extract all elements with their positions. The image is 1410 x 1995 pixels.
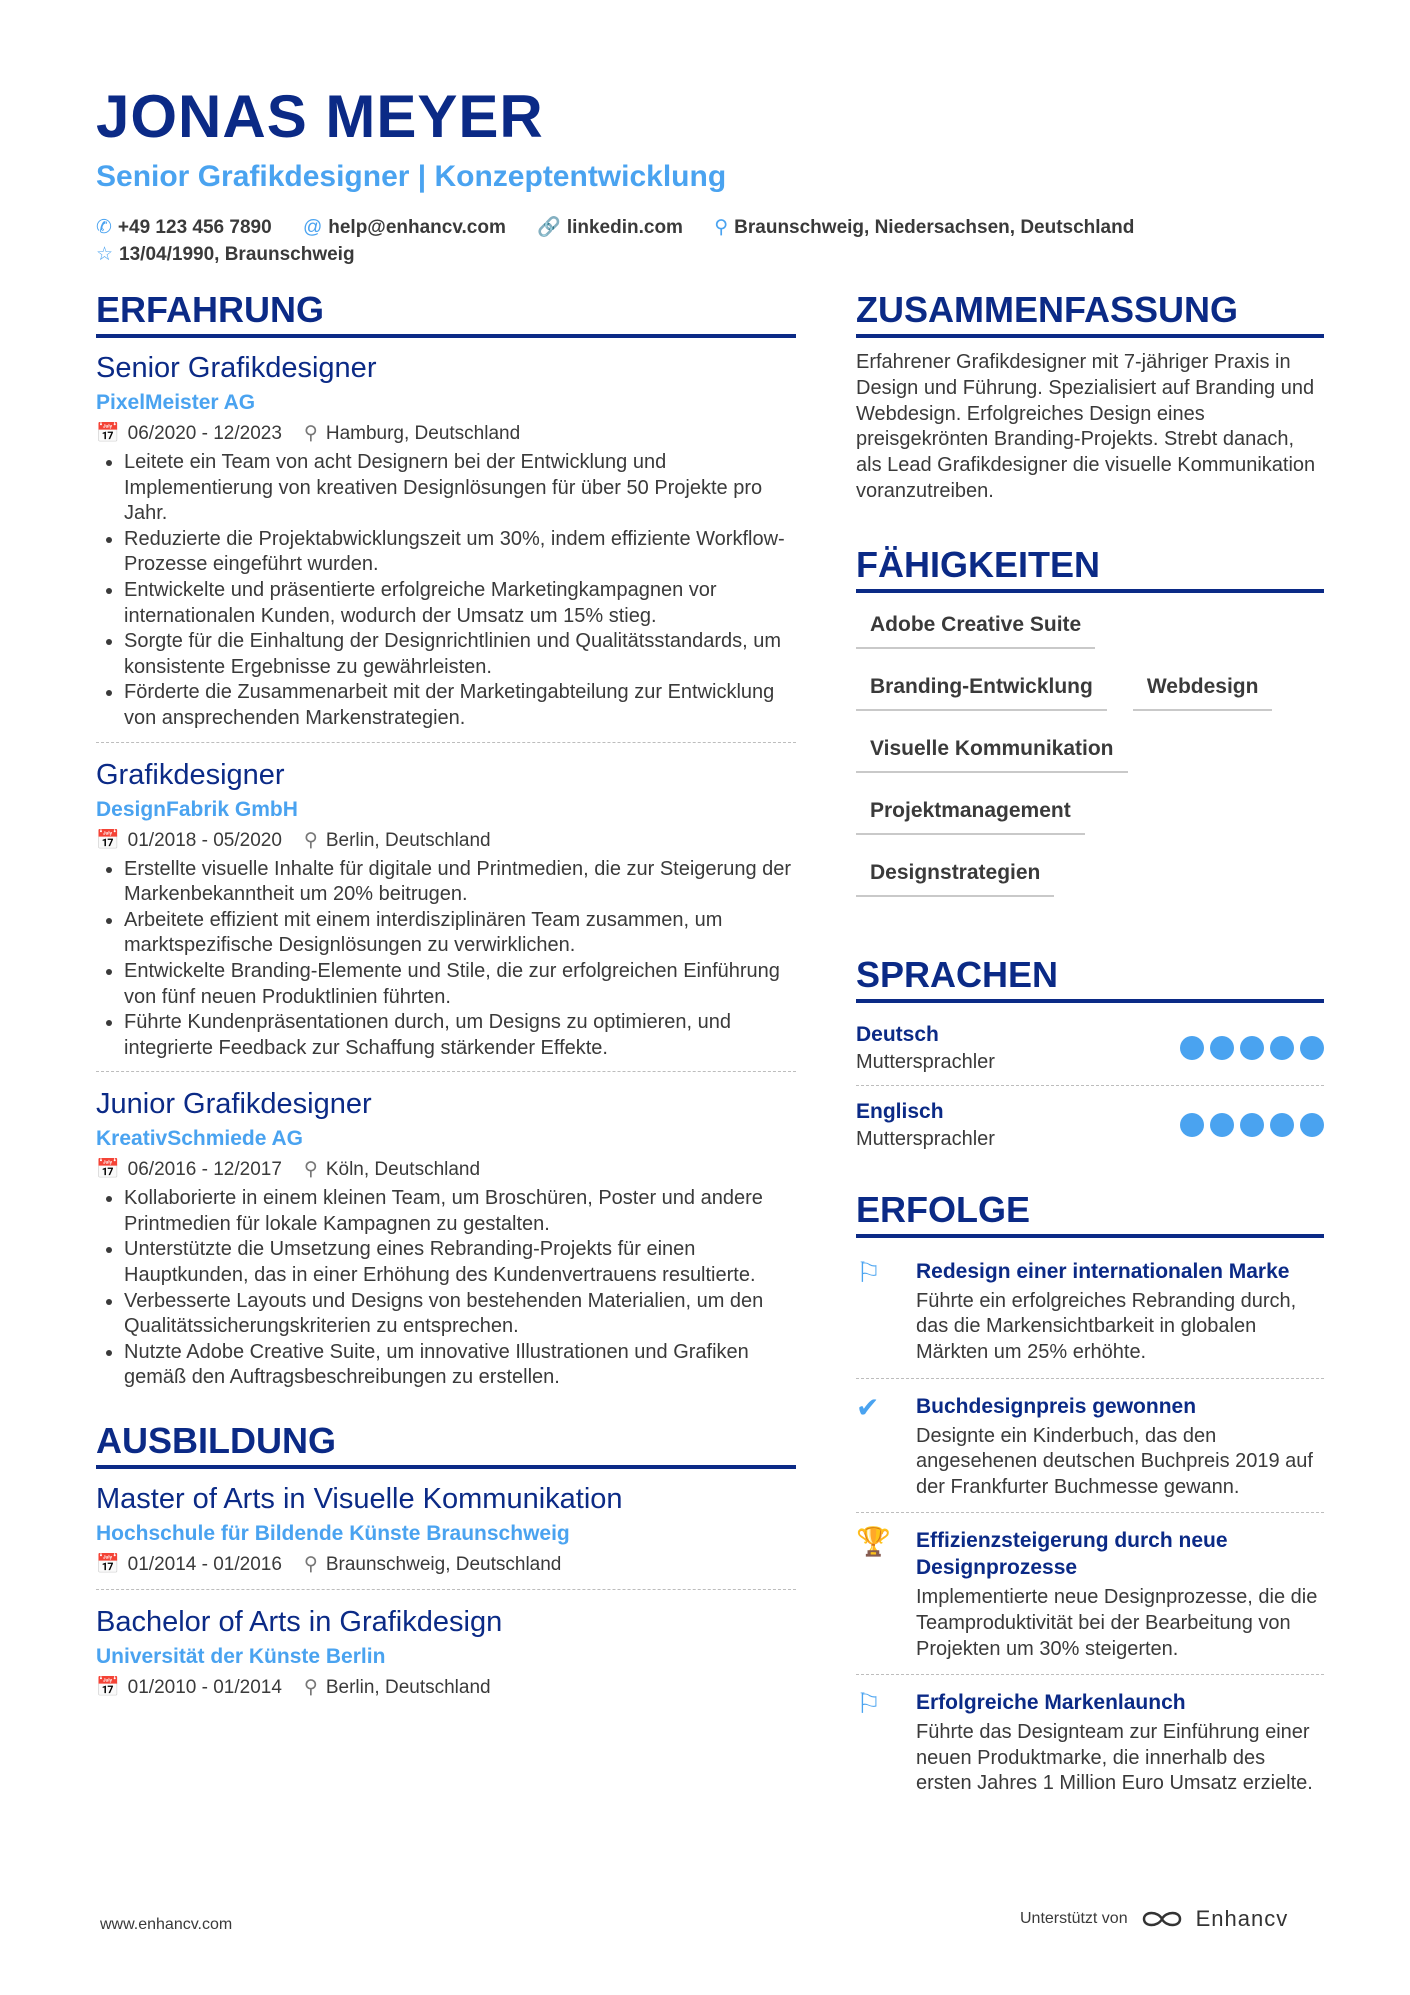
left-column bbox=[96, 288, 796, 1726]
skill-tag: Visuelle Kommunikation bbox=[856, 729, 1128, 773]
job-dates: 01/2018 - 05/2020 bbox=[127, 829, 282, 851]
company-name: PixelMeister AG bbox=[96, 391, 256, 414]
email-text: help@enhancv.com bbox=[328, 217, 506, 238]
bullet: • Arbeitete effizient mit einem interdisziplinären Team zusammen, um marktspezifische Designlösungen zu verwirklichen. bbox=[124, 908, 796, 959]
bullet: • Reduzierte die Projektabwicklungszeit um 30%, indem effiziente Workflow-Prozesse eingeführt wurden. bbox=[124, 527, 796, 578]
location-pin-icon: ⚲ bbox=[303, 1159, 318, 1181]
link-icon: 🔗 bbox=[537, 217, 561, 238]
bullet: • Entwickelte Branding-Elemente und Stile, die zur erfolgreichen Einführung von fünf neuen Produktlinien führten. bbox=[124, 959, 796, 1010]
section-title-experience: ERFAHRUNG bbox=[96, 288, 796, 338]
achievement-desc: Designte ein Kinderbuch, das den angesehenen deutschen Buchpreis 2019 auf der Frankfurter Buchmesse gewann. bbox=[916, 1424, 1313, 1498]
job-location: Berlin, Deutschland bbox=[325, 829, 491, 851]
location-text: Braunschweig, Niedersachsen, Deutschland bbox=[734, 217, 1135, 238]
job-location: Köln, Deutschland bbox=[325, 1159, 481, 1181]
at-icon: @ bbox=[302, 217, 323, 238]
footer-website[interactable]: www.enhancv.com bbox=[100, 1916, 233, 1933]
flag-icon: ⚐ bbox=[856, 1688, 882, 1720]
language-level: Muttersprachler bbox=[856, 1050, 995, 1073]
achievement-title: Erfolgreiche Markenlaunch bbox=[916, 1691, 1186, 1715]
job-bullets bbox=[96, 1186, 796, 1391]
experience-item bbox=[96, 757, 796, 1073]
degree: Master of Arts in Visuelle Kommunikation bbox=[96, 1483, 623, 1516]
achievement-desc: Führte ein erfolgreiches Rebranding durch, das die Markensichtbarkeit in globalen Märkten um 25% erhöhte. bbox=[916, 1289, 1297, 1363]
bullet: • Leitete ein Team von acht Designern bei der Entwicklung und Implementierung von kreativen Designlösungen für über 50 Projekte pro Jahr. bbox=[124, 450, 796, 527]
job-bullets bbox=[96, 857, 796, 1062]
skill-tag: Webdesign bbox=[1133, 667, 1273, 711]
bullet: • Förderte die Zusammenarbeit mit der Marketingabteilung zur Entwicklung von ansprechenden Markenstrategien. bbox=[124, 680, 796, 731]
phone-icon: ✆ bbox=[96, 217, 112, 238]
birth-text: 13/04/1990, Braunschweig bbox=[119, 244, 355, 265]
calendar-icon: 📅 bbox=[96, 1554, 120, 1576]
bullet: • Entwickelte und präsentierte erfolgreiche Marketingkampagnen vor internationalen Kunden, wodurch der Umsatz um 15% stieg. bbox=[124, 578, 796, 629]
linkedin-text: linkedin.com bbox=[566, 217, 683, 238]
language-item bbox=[856, 1015, 1324, 1086]
language-name: Deutsch bbox=[856, 1022, 939, 1046]
candidate-title: Senior Grafikdesigner | Konzeptentwicklung bbox=[96, 160, 727, 193]
achievement-desc: Führte das Designteam zur Einführung einer neuen Produktmarke, die innerhalb des ersten Jahres 1 Million Euro Umsatz erzielte. bbox=[916, 1721, 1313, 1795]
achievement-item bbox=[856, 1681, 1324, 1809]
education-location: Berlin, Deutschland bbox=[325, 1677, 491, 1699]
achievement-title: Buchdesignpreis gewonnen bbox=[916, 1394, 1197, 1418]
experience-item bbox=[96, 1086, 796, 1401]
achievement-desc: Implementierte neue Designprozesse, die die Teamproduktivität bei der Bearbeitung von Projekten um 30% steigerten. bbox=[916, 1586, 1318, 1660]
section-title-summary: ZUSAMMENFASSUNG bbox=[856, 288, 1324, 338]
section-title-languages: SPRACHEN bbox=[856, 953, 1324, 1003]
job-meta bbox=[96, 1156, 796, 1184]
language-rating bbox=[1180, 1036, 1324, 1060]
linkedin[interactable] bbox=[537, 214, 683, 241]
section-title-skills: FÄHIGKEITEN bbox=[856, 543, 1324, 593]
degree: Bachelor of Arts in Grafikdesign bbox=[96, 1606, 503, 1639]
phone-text: +49 123 456 7890 bbox=[117, 217, 272, 238]
job-dates: 06/2016 - 12/2017 bbox=[127, 1159, 282, 1181]
phone bbox=[96, 214, 272, 241]
education-meta bbox=[96, 1674, 796, 1702]
skill-tag: Adobe Creative Suite bbox=[856, 605, 1095, 649]
achievement-item bbox=[856, 1519, 1324, 1675]
calendar-icon: 📅 bbox=[96, 423, 120, 444]
enhancv-logo-icon bbox=[1140, 1908, 1184, 1930]
skill-tag: Projektmanagement bbox=[856, 791, 1085, 835]
trophy-icon: 🏆 bbox=[856, 1526, 891, 1558]
job-meta bbox=[96, 420, 796, 448]
language-rating bbox=[1180, 1113, 1324, 1137]
skill-tag: Designstrategien bbox=[856, 853, 1054, 897]
job-meta bbox=[96, 827, 796, 855]
rating-dot bbox=[1180, 1113, 1204, 1137]
skills-list bbox=[856, 605, 1324, 915]
job-title: Grafikdesigner bbox=[96, 758, 285, 791]
achievement-title: Effizienzsteigerung durch neue Designprozesse bbox=[916, 1529, 1228, 1580]
bullet: • Nutzte Adobe Creative Suite, um innovative Illustrationen und Grafiken gemäß den Auftragsbeschreibungen zu erstellen. bbox=[124, 1340, 796, 1391]
language-level: Muttersprachler bbox=[856, 1127, 995, 1150]
birth bbox=[96, 241, 355, 268]
location-pin-icon: ⚲ bbox=[303, 423, 318, 444]
rating-dot bbox=[1240, 1036, 1264, 1060]
school-name: Hochschule für Bildende Künste Braunschweig bbox=[96, 1522, 570, 1546]
job-location: Hamburg, Deutschland bbox=[325, 423, 521, 444]
footer-powered bbox=[1020, 1906, 1288, 1932]
language-item bbox=[856, 1092, 1324, 1162]
achievement-item bbox=[856, 1385, 1324, 1514]
calendar-icon: 📅 bbox=[96, 829, 120, 851]
flag-icon: ⚐ bbox=[856, 1256, 882, 1288]
email[interactable] bbox=[303, 214, 506, 241]
location-pin-icon: ⚲ bbox=[303, 829, 318, 851]
location bbox=[714, 214, 1134, 241]
bullet: • Sorgte für die Einhaltung der Designrichtlinien und Qualitätsstandards, um konsistente Ergebnisse zu gewährleisten. bbox=[124, 629, 796, 680]
rating-dot bbox=[1210, 1036, 1234, 1060]
education-dates: 01/2014 - 01/2016 bbox=[127, 1554, 282, 1576]
achievement-item bbox=[856, 1250, 1324, 1379]
contact-info bbox=[96, 214, 1326, 268]
location-pin-icon: ⚲ bbox=[303, 1554, 318, 1576]
school-name: Universität der Künste Berlin bbox=[96, 1645, 386, 1669]
star-icon: ☆ bbox=[96, 244, 114, 265]
right-column bbox=[856, 288, 1324, 1815]
calendar-icon: 📅 bbox=[96, 1159, 120, 1181]
job-title: Senior Grafikdesigner bbox=[96, 352, 377, 384]
job-bullets bbox=[96, 450, 796, 732]
bullet: • Kollaborierte in einem kleinen Team, um Broschüren, Poster und andere Printmedien für lokale Kampagnen zu gestalten. bbox=[124, 1186, 796, 1237]
location-pin-icon: ⚲ bbox=[714, 217, 729, 238]
calendar-icon: 📅 bbox=[96, 1677, 120, 1699]
education-location: Braunschweig, Deutschland bbox=[325, 1554, 562, 1576]
bullet: • Führte Kundenpräsentationen durch, um Designs zu optimieren, und integrierte Feedback zur Schaffung stärkender Effekte. bbox=[124, 1010, 796, 1061]
bullet: • Erstellte visuelle Inhalte für digitale und Printmedien, die zur Steigerung der Markenbekanntheit um 20% beitrugen. bbox=[124, 857, 796, 908]
experience-item bbox=[96, 350, 796, 743]
rating-dot bbox=[1270, 1113, 1294, 1137]
education-meta bbox=[96, 1551, 796, 1579]
rating-dot bbox=[1210, 1113, 1234, 1137]
summary-text: Erfahrener Grafikdesigner mit 7-jähriger Praxis in Design und Führung. Spezialisiert auf Branding und Webdesign. Erfolgreiches Design eines preisgekrönten Branding-Projekts. Strebt danach, als Lead Grafikdesigner die visuelle Kommunikation voranzutreiben. bbox=[856, 351, 1316, 502]
rating-dot bbox=[1180, 1036, 1204, 1060]
skill-tag: Branding-Entwicklung bbox=[856, 667, 1107, 711]
header bbox=[96, 82, 1326, 268]
company-name: DesignFabrik GmbH bbox=[96, 797, 298, 821]
rating-dot bbox=[1240, 1113, 1264, 1137]
language-name: Englisch bbox=[856, 1099, 944, 1123]
section-title-achievements: ERFOLGE bbox=[856, 1188, 1324, 1238]
education-item bbox=[96, 1604, 796, 1712]
location-pin-icon: ⚲ bbox=[303, 1677, 318, 1699]
bullet: • Verbesserte Layouts und Designs von bestehenden Materialien, um den Qualitätssicherungskriterien zu entsprechen. bbox=[124, 1289, 796, 1340]
section-title-education: AUSBILDUNG bbox=[96, 1419, 796, 1469]
bullet: • Unterstützte die Umsetzung eines Rebranding-Projekts für einen Hauptkunden, das in einer Erhöhung des Kundenvertrauens resultierte. bbox=[124, 1237, 796, 1288]
brand-name: Enhancv bbox=[1195, 1906, 1289, 1931]
education-dates: 01/2010 - 01/2014 bbox=[127, 1677, 282, 1699]
job-dates: 06/2020 - 12/2023 bbox=[127, 423, 282, 444]
rating-dot bbox=[1300, 1113, 1324, 1137]
powered-by-text: Unterstützt von bbox=[1020, 1910, 1128, 1927]
candidate-name: JONAS MEYER bbox=[96, 83, 544, 150]
rating-dot bbox=[1300, 1036, 1324, 1060]
check-icon: ✔ bbox=[856, 1391, 880, 1423]
company-name: KreativSchmiede AG bbox=[96, 1127, 303, 1151]
achievement-title: Redesign einer internationalen Marke bbox=[916, 1259, 1290, 1283]
education-item bbox=[96, 1481, 796, 1590]
job-title: Junior Grafikdesigner bbox=[96, 1088, 372, 1121]
rating-dot bbox=[1270, 1036, 1294, 1060]
